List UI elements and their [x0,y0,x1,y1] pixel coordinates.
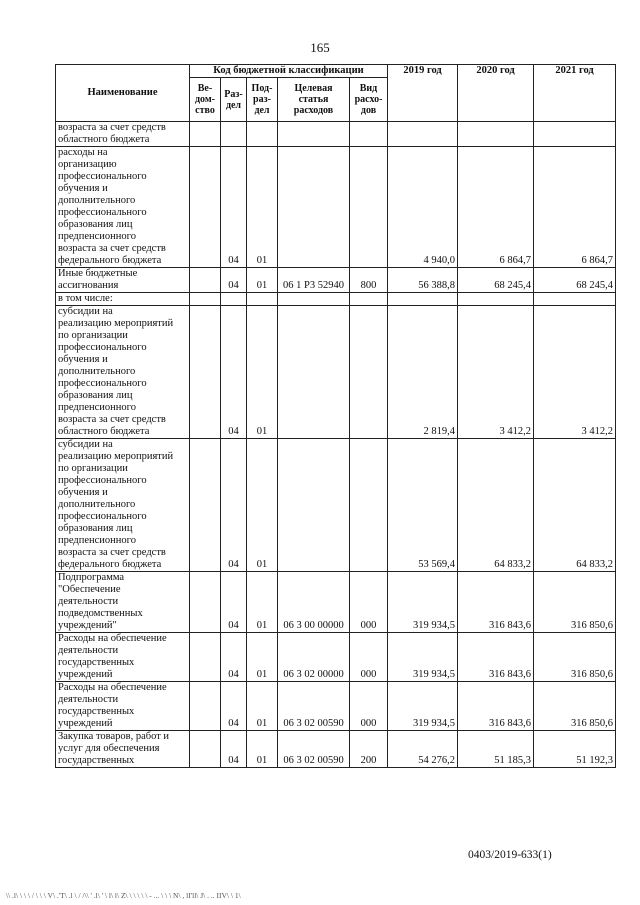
table-row [56,633,616,682]
row-2019: 56 388,8 [388,268,458,293]
table-row [56,731,616,768]
row-name: Подпрограмма "Обеспечение деятельности подведомственных учреждений" [56,572,190,633]
row-cs [278,439,350,572]
row-2020: 316 843,6 [458,633,534,682]
row-2020 [458,122,534,147]
row-2021: 68 245,4 [534,268,616,293]
row-podrazdel [247,122,278,147]
row-vid [350,147,388,268]
table-row [56,439,616,572]
row-cs: 06 3 02 00000 [278,633,350,682]
header-name: Наименование [56,65,190,122]
row-vid [350,293,388,306]
header-celevaya: Целевая статья расходов [278,78,350,122]
header-podrazdel: Под- раз- дел [247,78,278,122]
row-name: Расходы на обеспечение деятельности государственных учреждений [56,682,190,731]
row-razdel: 04 [221,268,247,293]
row-2020: 68 245,4 [458,268,534,293]
row-name: Расходы на обеспечение деятельности государственных учреждений [56,633,190,682]
row-2021 [534,122,616,147]
row-2020: 316 843,6 [458,572,534,633]
row-2019: 319 934,5 [388,633,458,682]
row-podrazdel [247,293,278,306]
row-vid: 000 [350,572,388,633]
table-row [56,147,616,268]
row-ved [190,572,221,633]
row-name: субсидии на реализацию мероприятий по организации профессионального обучения и дополнительного профессионального образования лиц предпенсионного возраста за счет средств федерального бюджета [56,439,190,572]
row-ved [190,439,221,572]
header-vedomstvo: Ве- дом- ство [190,78,221,122]
row-2020: 316 843,6 [458,682,534,731]
row-2019 [388,293,458,306]
table-row [56,572,616,633]
row-2021: 3 412,2 [534,306,616,439]
row-razdel: 04 [221,439,247,572]
row-name: в том числе: [56,293,190,306]
row-cs [278,122,350,147]
row-2021: 316 850,6 [534,682,616,731]
header-2020: 2020 год [458,65,534,122]
row-2021: 51 192,3 [534,731,616,768]
header-vid: Вид расхо- дов [350,78,388,122]
table-row [56,682,616,731]
row-podrazdel: 01 [247,268,278,293]
document-ref: 0403/2019-633(1) [468,849,552,861]
row-2021: 64 833,2 [534,439,616,572]
row-razdel [221,293,247,306]
row-ved [190,731,221,768]
row-vid [350,439,388,572]
table-row [56,306,616,439]
row-2019: 2 819,4 [388,306,458,439]
row-razdel: 04 [221,731,247,768]
row-cs: 06 3 00 00000 [278,572,350,633]
row-2019: 319 934,5 [388,572,458,633]
row-vid: 800 [350,268,388,293]
row-name: возраста за счет средств областного бюджета [56,122,190,147]
row-vid: 200 [350,731,388,768]
row-vid: 000 [350,682,388,731]
row-2019: 53 569,4 [388,439,458,572]
row-2021: 6 864,7 [534,147,616,268]
row-vid [350,306,388,439]
row-podrazdel: 01 [247,633,278,682]
table-row [56,122,616,147]
row-podrazdel: 01 [247,147,278,268]
row-2020: 51 185,3 [458,731,534,768]
row-2020: 64 833,2 [458,439,534,572]
row-cs [278,306,350,439]
row-ved [190,633,221,682]
row-vid: 000 [350,633,388,682]
header-razdel: Раз- дел [221,78,247,122]
row-2021 [534,293,616,306]
row-vid [350,122,388,147]
row-razdel: 04 [221,572,247,633]
row-podrazdel: 01 [247,306,278,439]
row-podrazdel: 01 [247,682,278,731]
row-2019: 54 276,2 [388,731,458,768]
row-2020: 3 412,2 [458,306,534,439]
row-name: Закупка товаров, работ и услуг для обеспечения государственных [56,731,190,768]
table-row [56,268,616,293]
row-2020: 6 864,7 [458,147,534,268]
row-ved [190,682,221,731]
row-ved [190,268,221,293]
row-name: субсидии на реализацию мероприятий по организации профессионального обучения и дополнительного профессионального образования лиц предпенсионного возраста за счет средств областного бюджета [56,306,190,439]
row-cs: 06 3 02 00590 [278,682,350,731]
row-razdel: 04 [221,633,247,682]
table-row [56,293,616,306]
row-podrazdel: 01 [247,731,278,768]
row-cs: 06 3 02 00590 [278,731,350,768]
row-2020 [458,293,534,306]
header-classification: Код бюджетной классификации [190,65,388,78]
row-cs: 06 1 Р3 52940 [278,268,350,293]
header-2021: 2021 год [534,65,616,122]
header-2019: 2019 год [388,65,458,122]
row-name: Иные бюджетные ассигнования [56,268,190,293]
row-2021: 316 850,6 [534,633,616,682]
footer-scan-noise: \\ .l\ \ \ \ / \ \ \ V\ .'T\ .l \ / /\\ ' .l\ ' \ l\ l\ Z\ \ \ \ \ \ - ... \ \ \ N\ , lI'll\ J\ . .. IIV\ \ 1\ [6,891,241,900]
row-cs [278,293,350,306]
row-ved [190,306,221,439]
row-razdel: 04 [221,147,247,268]
row-razdel [221,122,247,147]
row-podrazdel: 01 [247,439,278,572]
row-2019 [388,122,458,147]
budget-table [55,64,616,768]
row-ved [190,122,221,147]
row-razdel: 04 [221,682,247,731]
row-2019: 4 940,0 [388,147,458,268]
row-cs [278,147,350,268]
row-name: расходы на организацию профессионального обучения и дополнительного профессионального образования лиц предпенсионного возраста за счет средств федерального бюджета [56,147,190,268]
row-ved [190,293,221,306]
page-number: 165 [310,40,330,55]
row-razdel: 04 [221,306,247,439]
row-2019: 319 934,5 [388,682,458,731]
row-ved [190,147,221,268]
header-row [56,65,616,78]
row-2021: 316 850,6 [534,572,616,633]
row-podrazdel: 01 [247,572,278,633]
